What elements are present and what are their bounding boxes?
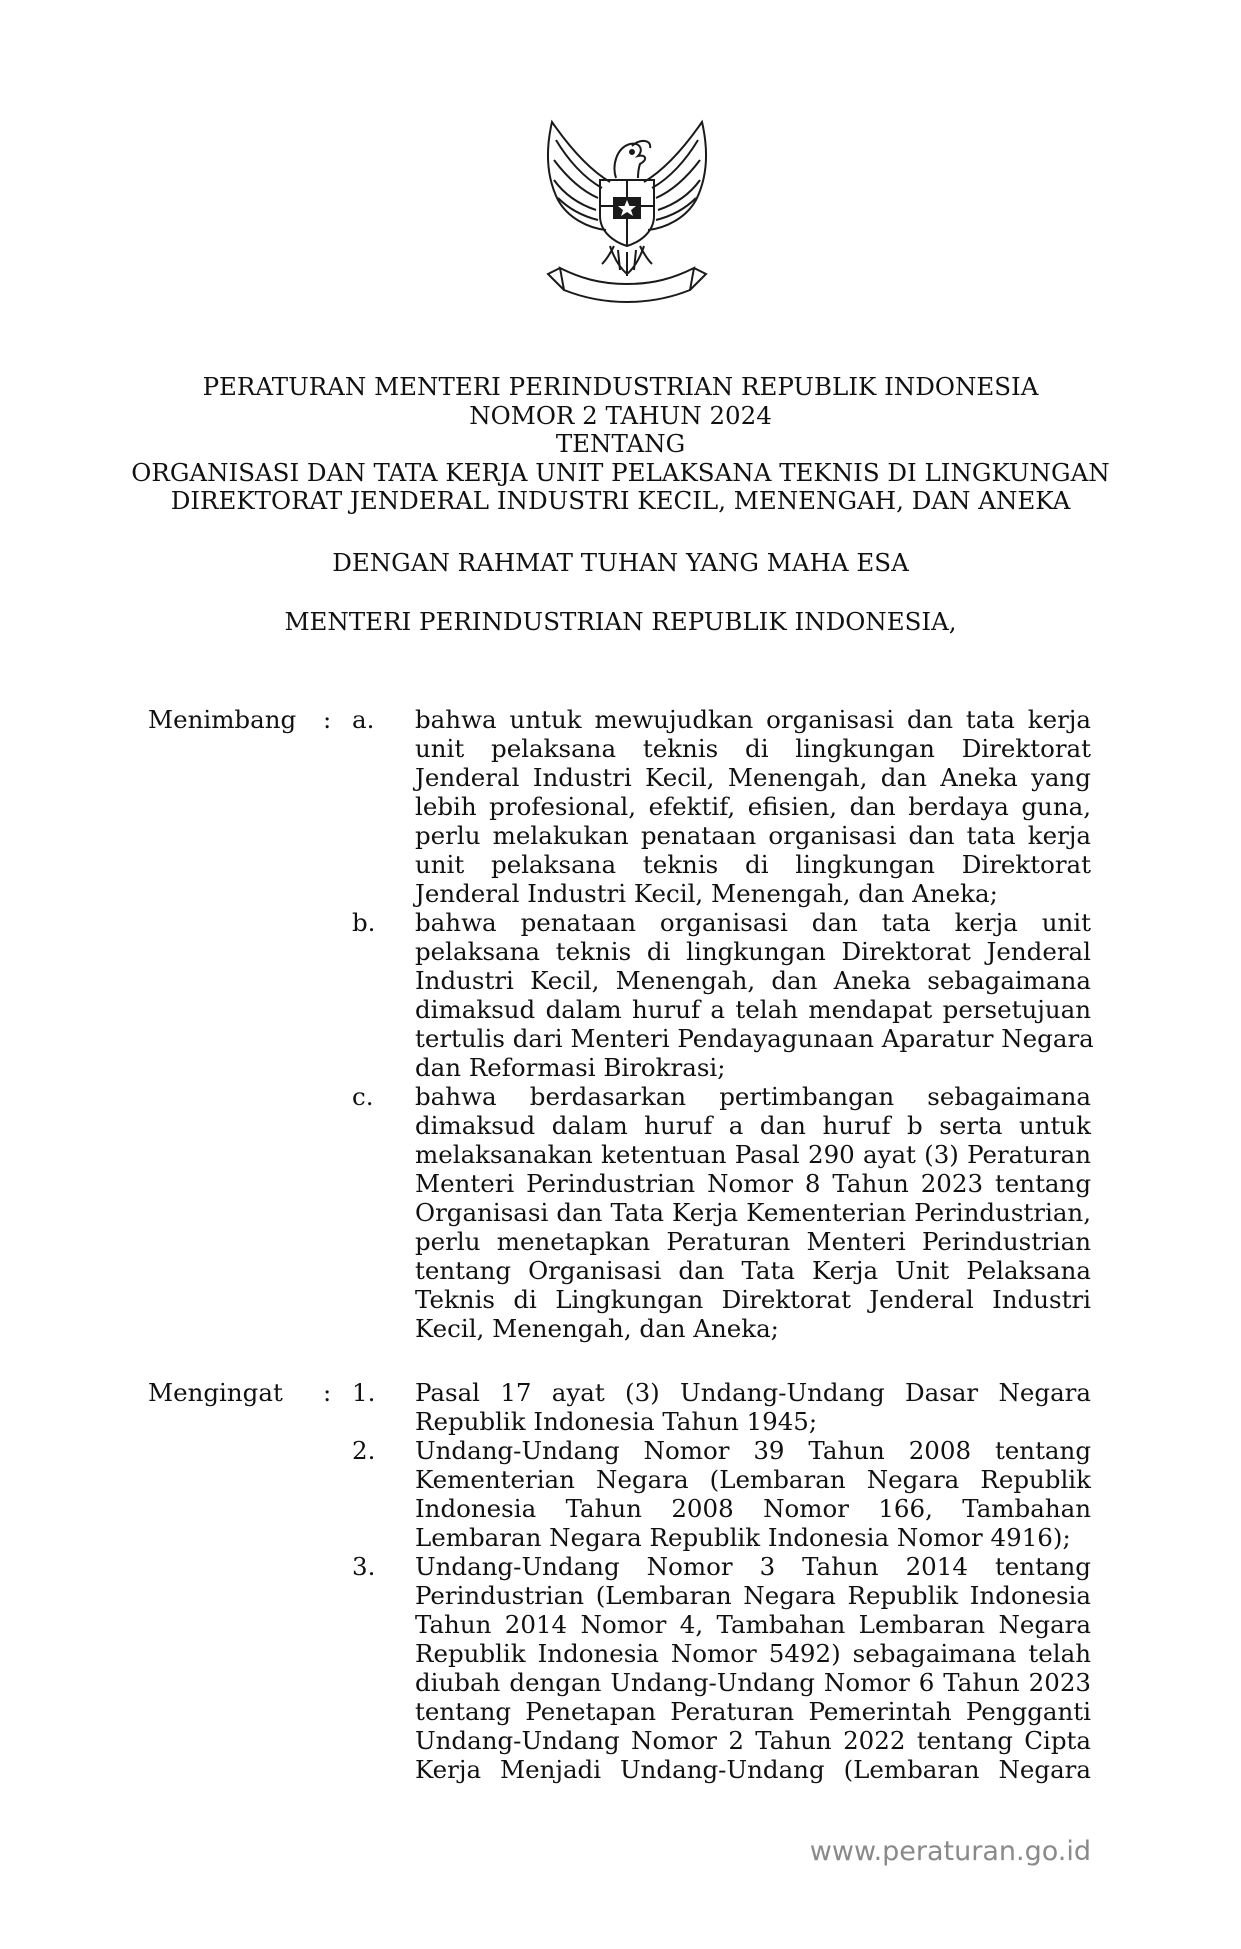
menimbang-colon: : (323, 705, 332, 734)
text-line: dimaksud dalam huruf a dan huruf b serta untuk (415, 1111, 1091, 1140)
text-line: Undang-Undang Nomor 39 Tahun 2008 tentang (415, 1436, 1091, 1465)
text-line: Perindustrian (Lembaran Negara Republik Indonesia (415, 1581, 1091, 1610)
regulation-title: PERATURAN MENTERI PERINDUSTRIAN REPUBLIK INDONESIA (202, 372, 1039, 401)
text-line: lebih profesional, efektif, efisien, dan berdaya guna, (415, 792, 1091, 821)
regulation-number: NOMOR 2 TAHUN 2024 (469, 400, 772, 430)
item-marker: c. (352, 1082, 374, 1111)
text-line: Lembaran Negara Republik Indonesia Nomor 4916); (415, 1523, 1071, 1552)
item-text (415, 1436, 1091, 1552)
text-line: Teknis di Lingkungan Direktorat Jenderal Industri (415, 1285, 1091, 1314)
issuer-text: MENTERI PERINDUSTRIAN REPUBLIK INDONESIA, (284, 607, 957, 636)
item-marker: b. (352, 908, 376, 937)
text-line: Republik Indonesia Nomor 5492) sebagaimana telah (415, 1639, 1091, 1668)
regulation-header (0, 373, 1241, 516)
menimbang-label: Menimbang (148, 705, 297, 734)
text-line: dimaksud dalam huruf a telah mendapat persetujuan (415, 995, 1091, 1024)
text-line: Pasal 17 ayat (3) Undang-Undang Dasar Negara (415, 1378, 1091, 1407)
text-line: Kementerian Negara (Lembaran Negara Republik (415, 1465, 1091, 1494)
text-line: Kecil, Menengah, dan Aneka; (415, 1314, 779, 1343)
invocation-text: DENGAN RAHMAT TUHAN YANG MAHA ESA (332, 548, 909, 577)
item-text (415, 1082, 1091, 1343)
item-marker: 1. (352, 1378, 376, 1407)
text-line: Jenderal Industri Kecil, Menengah, dan Aneka yang (415, 763, 1091, 792)
text-line: unit pelaksana teknis di lingkungan Direktorat (415, 850, 1091, 879)
text-line: Jenderal Industri Kecil, Menengah, dan Aneka; (415, 879, 998, 908)
text-line: tentang Organisasi dan Tata Kerja Unit Pelaksana (415, 1256, 1091, 1285)
text-line: bahwa berdasarkan pertimbangan sebagaimana (415, 1082, 1091, 1111)
text-line: bahwa untuk mewujudkan organisasi dan tata kerja (415, 705, 1091, 734)
subject-line-1: ORGANISASI DAN TATA KERJA UNIT PELAKSANA TEKNIS DI LINGKUNGAN (131, 457, 1110, 487)
text-line: bahwa penataan organisasi dan tata kerja unit (415, 908, 1091, 937)
item-text (415, 1378, 1091, 1436)
item-text (415, 908, 1094, 1082)
issuer (0, 608, 1241, 637)
text-line: tertulis dari Menteri Pendayagunaan Aparatur Negara (415, 1024, 1094, 1053)
text-line: Tahun 2014 Nomor 4, Tambahan Lembaran Negara (415, 1610, 1091, 1639)
text-line: tentang Penetapan Peraturan Pemerintah Pengganti (415, 1697, 1091, 1726)
text-line: Organisasi dan Tata Kerja Kementerian Perindustrian, (415, 1198, 1091, 1227)
source-watermark-link[interactable]: www.peraturan.go.id (809, 1836, 1091, 1867)
mengingat-label: Mengingat (148, 1378, 283, 1407)
item-marker: 2. (352, 1436, 376, 1465)
subject-line-2: DIREKTORAT JENDERAL INDUSTRI KECIL, MENENGAH, DAN ANEKA (170, 486, 1071, 515)
text-line: perlu menetapkan Peraturan Menteri Perindustrian (415, 1227, 1091, 1256)
text-line: Menteri Perindustrian Nomor 8 Tahun 2023 tentang (415, 1169, 1091, 1198)
about-label: TENTANG (555, 429, 686, 458)
mengingat-colon: : (323, 1378, 332, 1407)
text-line: melaksanakan ketentuan Pasal 290 ayat (3) Peraturan (415, 1140, 1091, 1169)
item-text (415, 1552, 1091, 1784)
text-line: perlu melakukan penataan organisasi dan tata kerja (415, 821, 1091, 850)
text-line: Undang-Undang Nomor 2 Tahun 2022 tentang Cipta (415, 1726, 1091, 1755)
text-line: diubah dengan Undang-Undang Nomor 6 Tahun 2023 (415, 1668, 1091, 1697)
item-text (415, 705, 1091, 908)
text-line: Kerja Menjadi Undang-Undang (Lembaran Negara (415, 1755, 1091, 1784)
invocation (0, 549, 1241, 578)
text-line: Industri Kecil, Menengah, dan Aneka sebagaimana (415, 966, 1091, 995)
text-line: Indonesia Tahun 2008 Nomor 166, Tambahan (415, 1494, 1091, 1523)
text-line: Republik Indonesia Tahun 1945; (415, 1407, 818, 1436)
text-line: dan Reformasi Birokrasi; (415, 1053, 726, 1082)
item-marker: a. (352, 705, 375, 734)
text-line: Undang-Undang Nomor 3 Tahun 2014 tentang (415, 1552, 1091, 1581)
text-line: pelaksana teknis di lingkungan Direktorat Jenderal (415, 937, 1091, 966)
text-line: unit pelaksana teknis di lingkungan Direktorat (415, 734, 1091, 763)
garuda-emblem-icon (540, 118, 714, 308)
item-marker: 3. (352, 1552, 376, 1581)
